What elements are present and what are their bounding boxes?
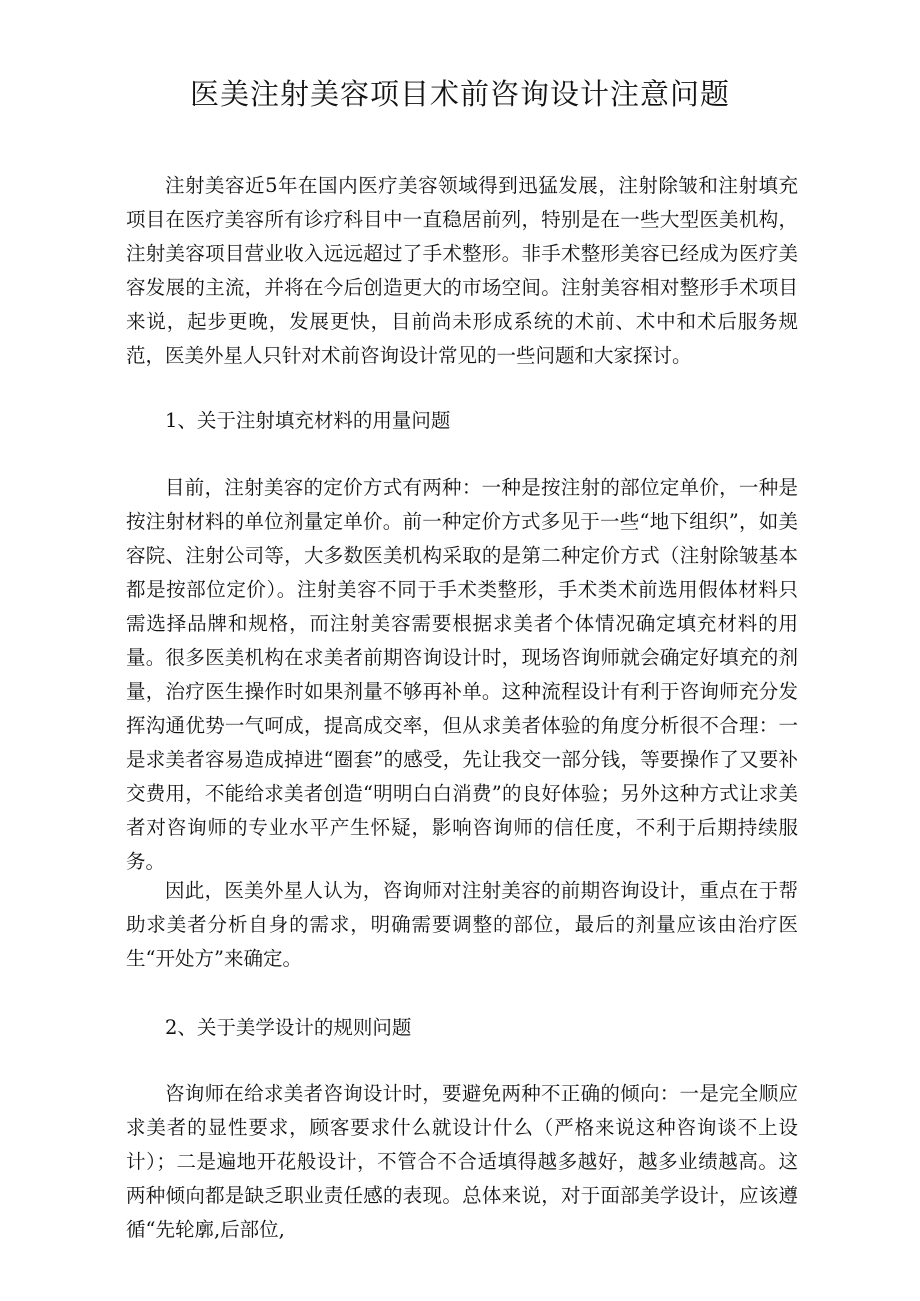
intro-paragraph: 注射美容近5年在国内医疗美容领域得到迅猛发展，注射除皱和注射填充项目在医疗美容所有诊疗科目中一直稳居前列，特别是在一些大型医美机构，注射美容项目营业收入远远超过了手术整形。非手术整形美容已经成为医疗美容发展的主流，并将在今后创造更大的市场空间。注射美容相对整形手术项目来说，起步更晚，发展更快，目前尚未形成系统的术前、术中和术后服务规范，医美外星人只针对术前咨询设计常见的一些问题和大家探讨。 — [126, 174, 798, 367]
document-title: 医美注射美容项目术前咨询设计注意问题 — [189, 77, 730, 111]
section-1-heading: 1、关于注射填充材料的用量问题 — [165, 409, 451, 432]
section-2-heading: 2、关于美学设计的规则问题 — [165, 1016, 412, 1039]
section-2-body-paragraph: 咨询师在给求美者咨询设计时，要避免两种不正确的倾向：一是完全顺应求美者的显性要求，顾客要求什么就设计什么（严格来说这种咨询谈不上设计）；二是遍地开花般设计，不管合不合适填得越多越好，越多业绩越高。这两种倾向都是缺乏职业责任感的表现。总体来说，对于面部美学设计，应该遵循“先轮廓,后部位, — [126, 1082, 798, 1241]
section-1-conclusion-paragraph: 因此，医美外星人认为，咨询师对注射美容的前期咨询设计，重点在于帮助求美者分析自身的需求，明确需要调整的部位，最后的剂量应该由治疗医生“开处方”来确定。 — [126, 879, 798, 970]
section-1-body-paragraph: 目前，注射美容的定价方式有两种：一种是按注射的部位定单价，一种是按注射材料的单位剂量定单价。前一种定价方式多见于一些“地下组织”，如美容院、注射公司等，大多数医美机构采取的是第二种定价方式（注射除皱基本都是按部位定价）。注射美容不同于手术类整形，手术类术前选用假体材料只需选择品牌和规格，而注射美容需要根据求美者个体情况确定填充材料的用量。很多医美机构在求美者前期咨询设计时，现场咨询师就会确定好填充的剂量，治疗医生操作时如果剂量不够再补单。这种流程设计有利于咨询师充分发挥沟通优势一气呵成，提高成交率，但从求美者体验的角度分析很不合理：一是求美者容易造成掉进“圈套”的感受，先让我交一部分钱，等要操作了又要补交费用，不能给求美者创造“明明白白消费”的良好体验；另外这种方式让求美者对咨询师的专业水平产生怀疑，影响咨询师的信任度，不利于后期持续服务。 — [126, 476, 798, 873]
